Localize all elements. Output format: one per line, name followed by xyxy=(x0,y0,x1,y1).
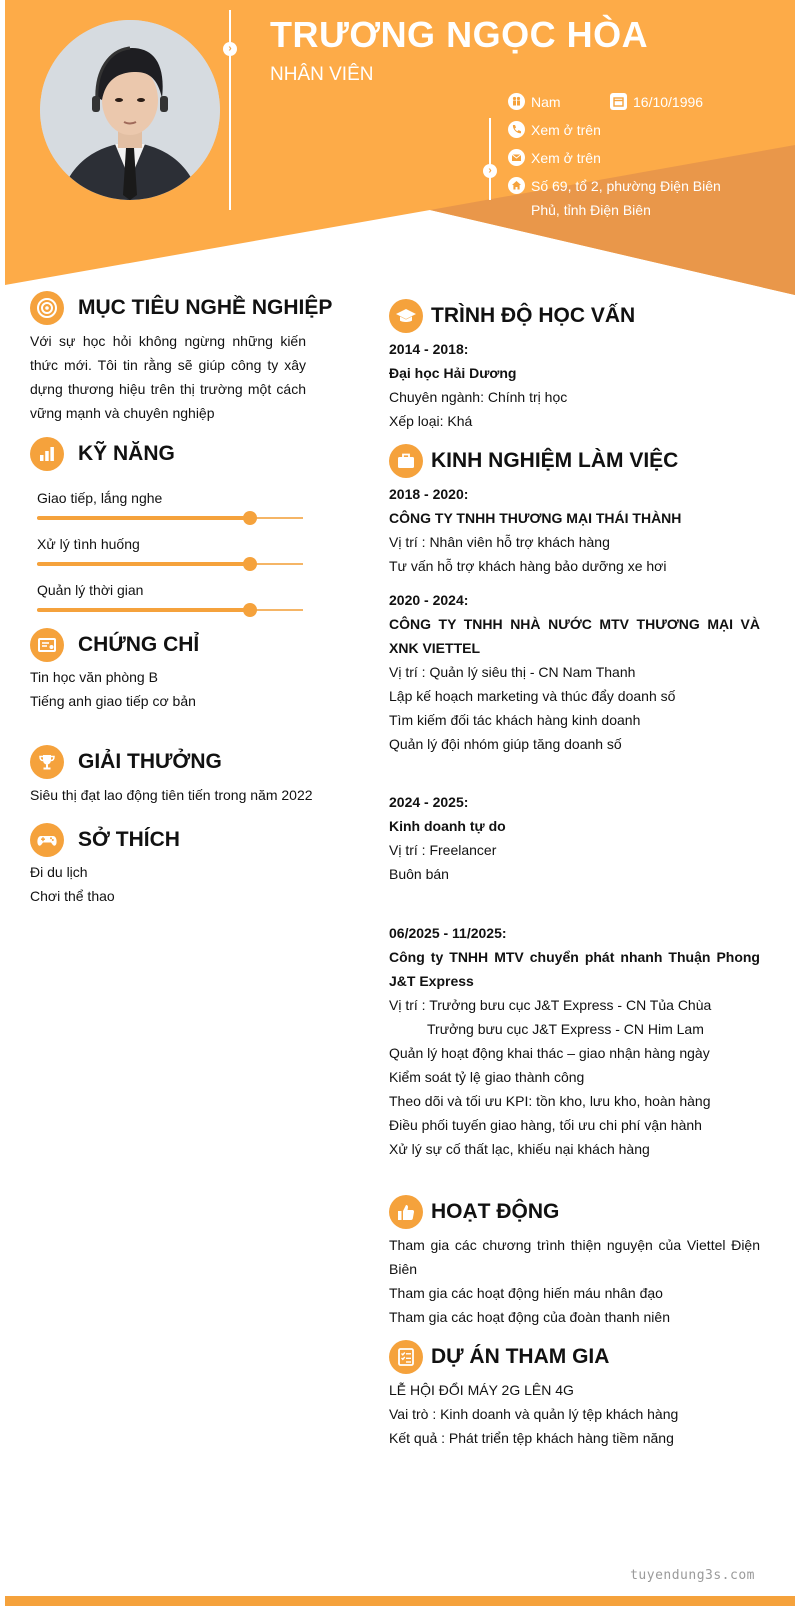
job-line: Vị trí : Trưởng bưu cục J&T Express - CN Tủa Chùa xyxy=(389,997,712,1013)
chevron-right-icon: › xyxy=(223,42,237,56)
activity-item: Tham gia các chương trình thiện nguyện của Viettel Điện Biên xyxy=(389,1237,760,1277)
skill-level-fill xyxy=(37,516,250,520)
thumbs-up-icon xyxy=(389,1195,423,1229)
chevron-right-icon: › xyxy=(483,164,497,178)
phone-value: Xem ở trên xyxy=(531,122,601,138)
certificates-header xyxy=(30,628,199,662)
bar-chart-icon xyxy=(30,437,64,471)
job-company: Kinh doanh tự do xyxy=(389,818,506,834)
experience-header xyxy=(389,444,678,478)
skill-level-knob xyxy=(243,603,257,617)
avatar-portrait xyxy=(40,20,220,200)
birthday-value: 16/10/1996 xyxy=(633,94,704,110)
hobby-item: Chơi thể thao xyxy=(30,888,115,904)
hobby-item: Đi du lịch xyxy=(30,864,88,880)
education-header xyxy=(389,299,635,333)
graduation-cap-icon xyxy=(389,299,423,333)
job-period: 2020 - 2024: xyxy=(389,592,469,608)
certificates-title: CHỨNG CHỈ xyxy=(78,633,200,656)
certificate-item: Tiếng anh giao tiếp cơ bản xyxy=(30,693,196,709)
education-period: 2014 - 2018: xyxy=(389,341,469,357)
gamepad-icon xyxy=(30,823,64,857)
hobbies-header xyxy=(30,823,180,857)
projects-title: DỰ ÁN THAM GIA xyxy=(431,1345,610,1368)
gender-value: Nam xyxy=(531,94,561,110)
header-divider-line xyxy=(229,10,231,210)
skills-title: KỸ NĂNG xyxy=(78,442,175,465)
objective-title: MỤC TIÊU NGHỀ NGHIỆP xyxy=(78,296,333,319)
education-school: Đại học Hải Dương xyxy=(389,365,517,381)
projects-header xyxy=(389,1340,609,1374)
job-company: CÔNG TY TNHH NHÀ NƯỚC MTV THƯƠNG MẠI VÀ XNK VIETTEL xyxy=(389,616,760,656)
contact-divider-line xyxy=(489,118,491,200)
job-line: Quản lý đội nhóm giúp tăng doanh số xyxy=(389,736,622,752)
address-info xyxy=(508,177,738,222)
job-line: Vị trí : Freelancer xyxy=(389,842,497,858)
objective-text: Với sự học hỏi không ngừng những kiến thức mới. Tôi tin rằng sẽ giúp công ty xây dựng thương hiệu trên thị trường một cách vững mạnh và chuyên nghiệp xyxy=(30,333,306,421)
education-title: TRÌNH ĐỘ HỌC VẤN xyxy=(431,304,636,327)
job-line: Tư vấn hỗ trợ khách hàng bảo dưỡng xe hơi xyxy=(389,558,667,574)
skill-level-knob xyxy=(243,511,257,525)
cv-header xyxy=(5,0,795,300)
home-icon xyxy=(508,177,525,194)
job-line: Theo dõi và tối ưu KPI: tồn kho, lưu kho, hoàn hàng xyxy=(389,1093,711,1109)
job-line: Xử lý sự cố thất lạc, khiếu nại khách hàng xyxy=(389,1141,650,1157)
project-role: Vai trò : Kinh doanh và quản lý tệp khách hàng xyxy=(389,1406,679,1422)
trophy-icon xyxy=(30,745,64,779)
activity-item: Tham gia các hoạt động của đoàn thanh niên xyxy=(389,1309,670,1325)
job-line: Lập kế hoạch marketing và thúc đẩy doanh số xyxy=(389,688,676,704)
job-period: 2018 - 2020: xyxy=(389,486,469,502)
address-value: Số 69, tổ 2, phường Điện Biên Phủ, tỉnh Điện Biên xyxy=(531,178,721,218)
candidate-name: TRƯƠNG NGỌC HÒA xyxy=(270,14,649,55)
education-rank: Xếp loại: Khá xyxy=(389,413,473,429)
job-line: Tìm kiếm đối tác khách hàng kinh doanh xyxy=(389,712,641,728)
experience-title: KINH NGHIỆM LÀM VIỆC xyxy=(431,449,679,472)
email-value: Xem ở trên xyxy=(531,150,601,166)
watermark: tuyendung3s.com xyxy=(630,1568,755,1583)
phone-icon xyxy=(508,121,525,138)
job-company: Công ty TNHH MTV chuyển phát nhanh Thuận Phong J&T Express xyxy=(389,949,760,989)
job-period: 06/2025 - 11/2025: xyxy=(389,925,507,941)
job-line: Điều phối tuyến giao hàng, tối ưu chi phí vận hành xyxy=(389,1117,702,1133)
hobbies-title: SỞ THÍCH xyxy=(78,828,180,851)
email-info xyxy=(508,149,601,170)
award-item: Siêu thị đạt lao động tiên tiến trong năm 2022 xyxy=(30,787,313,803)
briefcase-icon xyxy=(389,444,423,478)
avatar xyxy=(40,20,220,200)
gender-icon xyxy=(508,93,525,110)
awards-title: GIẢI THƯỞNG xyxy=(78,750,222,773)
gender-info xyxy=(508,93,561,114)
certificate-icon xyxy=(30,628,64,662)
job-company: CÔNG TY TNHH THƯƠNG MẠI THÁI THÀNH xyxy=(389,510,682,526)
target-icon xyxy=(30,291,64,325)
footer-bar xyxy=(5,1596,795,1606)
activities-title: HOẠT ĐỘNG xyxy=(431,1200,560,1223)
project-name: LỄ HỘI ĐỔI MÁY 2G LÊN 4G xyxy=(389,1382,574,1398)
skill-label: Quản lý thời gian xyxy=(37,582,144,598)
skill-level-knob xyxy=(243,557,257,571)
objective-header xyxy=(30,291,332,325)
awards-header xyxy=(30,745,222,779)
job-line: Kiểm soát tỷ lệ giao thành công xyxy=(389,1069,585,1085)
skills-header xyxy=(30,437,175,471)
skill-level-fill xyxy=(37,608,250,612)
phone-info xyxy=(508,121,601,142)
candidate-title: NHÂN VIÊN xyxy=(270,64,374,85)
skill-level-fill xyxy=(37,562,250,566)
calendar-icon xyxy=(610,93,627,110)
skill-label: Giao tiếp, lắng nghe xyxy=(37,490,163,506)
activity-item: Tham gia các hoạt động hiến máu nhân đạo xyxy=(389,1285,663,1301)
job-line: Vị trí : Nhân viên hỗ trợ khách hàng xyxy=(389,534,610,550)
job-line: Trưởng bưu cục J&T Express - CN Him Lam xyxy=(427,1021,704,1037)
checklist-icon xyxy=(389,1340,423,1374)
certificate-item: Tin học văn phòng B xyxy=(30,669,158,685)
job-line: Vị trí : Quản lý siêu thị - CN Nam Thanh xyxy=(389,664,636,680)
birthday-info xyxy=(610,93,703,114)
skill-label: Xử lý tình huống xyxy=(37,536,140,552)
project-result: Kết quả : Phát triển tệp khách hàng tiềm năng xyxy=(389,1430,674,1446)
activities-header xyxy=(389,1195,559,1229)
education-major: Chuyên ngành: Chính trị học xyxy=(389,389,568,405)
job-line: Buôn bán xyxy=(389,866,449,882)
job-line: Quản lý hoạt động khai thác – giao nhận hàng ngày xyxy=(389,1045,710,1061)
job-period: 2024 - 2025: xyxy=(389,794,469,810)
email-icon xyxy=(508,149,525,166)
